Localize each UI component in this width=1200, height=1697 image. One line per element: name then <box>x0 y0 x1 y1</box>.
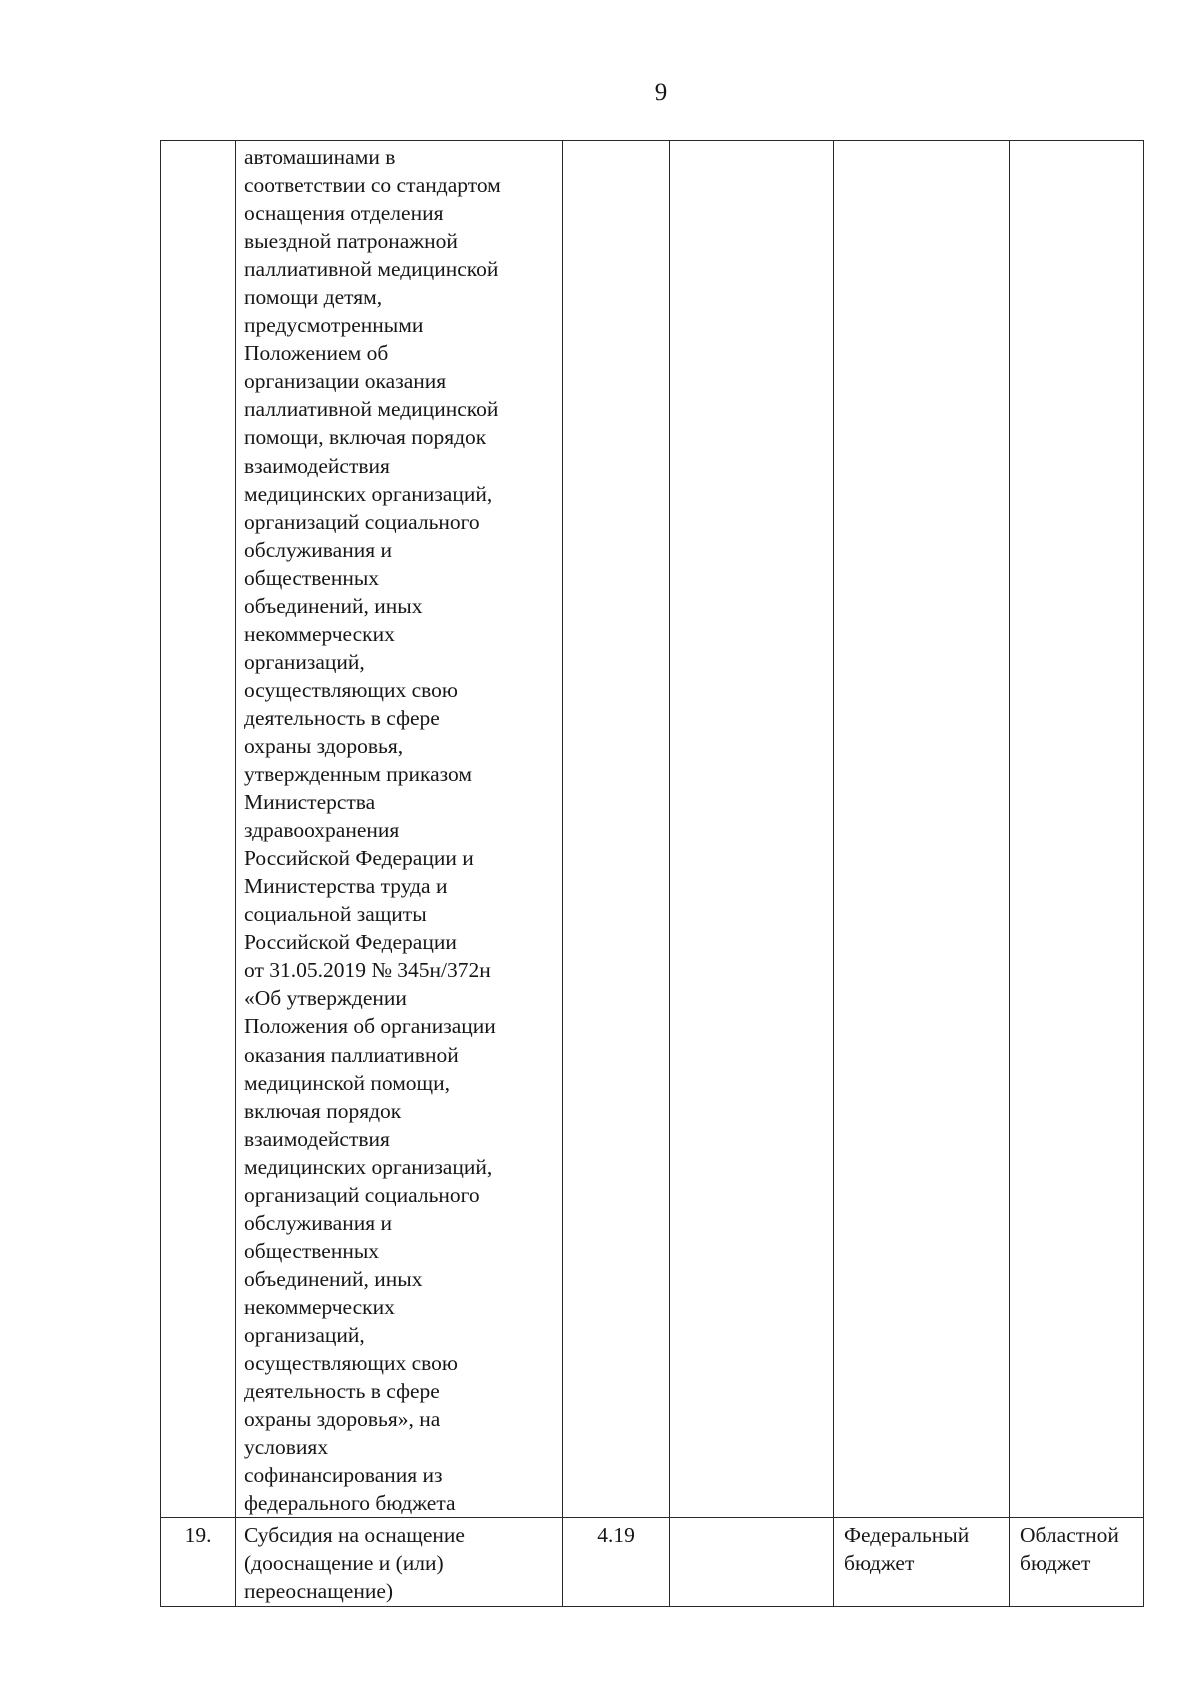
description-line: Министерства труда и <box>244 874 448 899</box>
funding-source-regional <box>1010 1518 1144 1607</box>
source-line: Федеральный <box>844 1523 970 1548</box>
description-line: некоммерческих <box>244 621 395 646</box>
description-line: социальной защиты <box>244 902 427 927</box>
description-line: обслуживания и <box>244 1210 392 1235</box>
description-line: деятельность в сфере <box>244 1379 440 1404</box>
description-cell <box>236 1518 563 1607</box>
description-line: помощи детям, <box>244 285 383 310</box>
description-line: Российской Федерации <box>244 930 457 955</box>
description-line: Российской Федерации и <box>244 846 474 871</box>
description-line: включая порядок <box>244 1098 402 1123</box>
source-line: бюджет <box>844 1551 915 1576</box>
empty-cell <box>670 1518 834 1607</box>
description-line: предусмотренными <box>244 313 424 338</box>
description-line: «Об утверждении <box>244 986 407 1011</box>
description-line: взаимодействия <box>244 453 390 478</box>
page-number: 9 <box>654 79 668 106</box>
description-line: медицинских организаций, <box>244 1154 493 1179</box>
description-line: организации оказания <box>244 369 447 394</box>
description-line: Положения об организации <box>244 1014 496 1039</box>
description-line: обслуживания и <box>244 537 392 562</box>
description-line: организаций социального <box>244 1182 480 1207</box>
description-line: переоснащение) <box>244 1579 394 1604</box>
source-line: бюджет <box>1020 1551 1091 1576</box>
row-number: 19. <box>161 1518 236 1607</box>
program-table <box>160 140 1144 1607</box>
funding-source-federal <box>834 1518 1010 1607</box>
code-cell <box>563 141 670 1518</box>
code-cell: 4.19 <box>563 1518 670 1607</box>
description-line: объединений, иных <box>244 593 423 618</box>
description-line: объединений, иных <box>244 1266 423 1291</box>
description-line: федерального бюджета <box>244 1491 456 1516</box>
number-cell <box>161 141 236 1518</box>
description-line: выездной патронажной <box>244 229 458 254</box>
source-line: Областной <box>1020 1523 1119 1548</box>
description-line: организаций социального <box>244 509 480 534</box>
description-line: софинансирования из <box>244 1463 443 1488</box>
description-line: осуществляющих свою <box>244 677 458 702</box>
description-line: помощи, включая порядок <box>244 425 487 450</box>
description-line: Положением об <box>244 341 389 366</box>
description-line: автомашинами в <box>244 145 396 169</box>
table-row-continuation <box>161 141 1144 1518</box>
table-row-19 <box>161 1518 1144 1607</box>
description-line: оказания паллиативной <box>244 1042 459 1067</box>
description-text <box>236 1518 562 1606</box>
description-line: медицинской помощи, <box>244 1070 450 1095</box>
description-line: паллиативной медицинской <box>244 397 499 422</box>
description-line: охраны здоровья, <box>244 733 404 758</box>
description-line: деятельность в сфере <box>244 705 440 730</box>
description-line: оснащения отделения <box>244 201 444 226</box>
description-line: некоммерческих <box>244 1294 395 1319</box>
description-line: здравоохранения <box>244 818 400 843</box>
description-line: Субсидия на оснащение <box>244 1523 465 1548</box>
empty-cell <box>670 141 834 1518</box>
description-line: (дооснащение и (или) <box>244 1551 444 1576</box>
description-line: медицинских организаций, <box>244 481 493 506</box>
description-line: от 31.05.2019 № 345н/372н <box>244 958 491 983</box>
description-text <box>236 141 562 1517</box>
description-line: осуществляющих свою <box>244 1351 458 1376</box>
description-line: охраны здоровья», на <box>244 1407 441 1432</box>
description-line: паллиативной медицинской <box>244 257 499 282</box>
source-cell <box>1010 141 1144 1518</box>
description-cell <box>236 141 563 1518</box>
description-line: организаций, <box>244 1322 365 1347</box>
description-line: условиях <box>244 1435 329 1460</box>
description-line: утвержденным приказом <box>244 762 472 787</box>
source-cell <box>834 141 1010 1518</box>
description-line: Министерства <box>244 790 376 815</box>
description-line: общественных <box>244 565 380 590</box>
description-line: организаций, <box>244 649 365 674</box>
description-line: соответствии со стандартом <box>244 173 501 198</box>
description-line: общественных <box>244 1238 380 1263</box>
description-line: взаимодействия <box>244 1126 390 1151</box>
